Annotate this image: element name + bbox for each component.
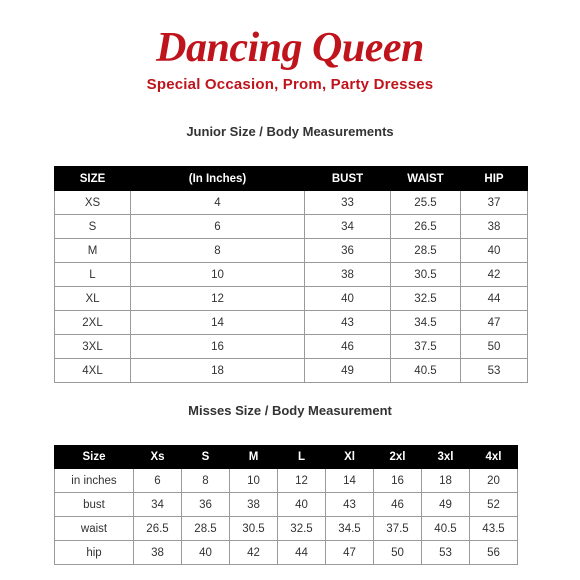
junior-table-cell: 38 bbox=[461, 215, 528, 239]
junior-table-cell: 4XL bbox=[55, 359, 131, 383]
misses-header-cell: S bbox=[182, 446, 230, 469]
junior-header-row bbox=[55, 167, 528, 191]
misses-table-cell: 6 bbox=[134, 469, 182, 493]
misses-table-cell: 34.5 bbox=[326, 517, 374, 541]
misses-table-cell: 8 bbox=[182, 469, 230, 493]
misses-header-cell: L bbox=[278, 446, 326, 469]
misses-table-row bbox=[55, 517, 518, 541]
misses-table-cell: 56 bbox=[470, 541, 518, 565]
misses-table-cell: 28.5 bbox=[182, 517, 230, 541]
misses-header-cell: 3xl bbox=[422, 446, 470, 469]
misses-table-cell: 43 bbox=[326, 493, 374, 517]
junior-size-table bbox=[54, 166, 528, 383]
junior-table-cell: 38 bbox=[305, 263, 391, 287]
junior-table-cell: 40 bbox=[461, 239, 528, 263]
junior-table-cell: 37.5 bbox=[391, 335, 461, 359]
junior-table-cell: 53 bbox=[461, 359, 528, 383]
misses-table-cell: 34 bbox=[134, 493, 182, 517]
junior-table-cell: 37 bbox=[461, 191, 528, 215]
misses-table-cell: 18 bbox=[422, 469, 470, 493]
misses-table-cell: in inches bbox=[55, 469, 134, 493]
junior-table-cell: 30.5 bbox=[391, 263, 461, 287]
misses-table-row bbox=[55, 493, 518, 517]
junior-table-cell: 47 bbox=[461, 311, 528, 335]
misses-header-cell: 2xl bbox=[374, 446, 422, 469]
junior-header-cell: SIZE bbox=[55, 167, 131, 191]
misses-table-cell: 12 bbox=[278, 469, 326, 493]
brand-tagline: Special Occasion, Prom, Party Dresses bbox=[146, 76, 434, 93]
junior-table-row bbox=[55, 359, 528, 383]
misses-table-cell: 32.5 bbox=[278, 517, 326, 541]
misses-table-cell: 44 bbox=[278, 541, 326, 565]
misses-table-cell: 40 bbox=[278, 493, 326, 517]
misses-table-cell: 47 bbox=[326, 541, 374, 565]
misses-table-cell: 40.5 bbox=[422, 517, 470, 541]
junior-table-cell: 44 bbox=[461, 287, 528, 311]
misses-size-title: Misses Size / Body Measurement bbox=[188, 403, 392, 418]
junior-table-cell: XL bbox=[55, 287, 131, 311]
junior-table-cell: 16 bbox=[131, 335, 305, 359]
junior-table-cell: 40 bbox=[305, 287, 391, 311]
junior-table-cell: 28.5 bbox=[391, 239, 461, 263]
junior-table-cell: S bbox=[55, 215, 131, 239]
junior-table-cell: 8 bbox=[131, 239, 305, 263]
junior-header-cell: (In Inches) bbox=[131, 167, 305, 191]
misses-table-cell: 38 bbox=[134, 541, 182, 565]
misses-table-cell: 52 bbox=[470, 493, 518, 517]
misses-table-cell: 37.5 bbox=[374, 517, 422, 541]
junior-table-cell: 12 bbox=[131, 287, 305, 311]
misses-size-table bbox=[54, 445, 518, 565]
misses-table-cell: 36 bbox=[182, 493, 230, 517]
misses-table-row bbox=[55, 469, 518, 493]
junior-table-cell: 34 bbox=[305, 215, 391, 239]
junior-table-cell: 4 bbox=[131, 191, 305, 215]
misses-table-cell: hip bbox=[55, 541, 134, 565]
misses-table-cell: 49 bbox=[422, 493, 470, 517]
junior-table-cell: 6 bbox=[131, 215, 305, 239]
junior-table-cell: 34.5 bbox=[391, 311, 461, 335]
misses-header-row bbox=[55, 446, 518, 469]
misses-table-cell: 14 bbox=[326, 469, 374, 493]
junior-table-cell: 43 bbox=[305, 311, 391, 335]
junior-table-cell: L bbox=[55, 263, 131, 287]
misses-table-cell: 16 bbox=[374, 469, 422, 493]
misses-table-cell: 10 bbox=[230, 469, 278, 493]
junior-table-row bbox=[55, 215, 528, 239]
junior-table-cell: 33 bbox=[305, 191, 391, 215]
misses-table-cell: 46 bbox=[374, 493, 422, 517]
junior-table-cell: 32.5 bbox=[391, 287, 461, 311]
misses-table-row bbox=[55, 541, 518, 565]
misses-header-cell: Size bbox=[55, 446, 134, 469]
junior-header-cell: WAIST bbox=[391, 167, 461, 191]
junior-table-cell: 46 bbox=[305, 335, 391, 359]
junior-table-cell: 3XL bbox=[55, 335, 131, 359]
junior-table-cell: 14 bbox=[131, 311, 305, 335]
junior-table-cell: 40.5 bbox=[391, 359, 461, 383]
misses-table-cell: 20 bbox=[470, 469, 518, 493]
misses-table-cell: 40 bbox=[182, 541, 230, 565]
junior-table-cell: 26.5 bbox=[391, 215, 461, 239]
junior-size-title: Junior Size / Body Measurements bbox=[186, 124, 394, 139]
misses-table-cell: 30.5 bbox=[230, 517, 278, 541]
junior-header-cell: BUST bbox=[305, 167, 391, 191]
misses-table-cell: 26.5 bbox=[134, 517, 182, 541]
misses-table-cell: 50 bbox=[374, 541, 422, 565]
junior-table-cell: M bbox=[55, 239, 131, 263]
brand-logo bbox=[0, 22, 580, 93]
junior-header-cell: HIP bbox=[461, 167, 528, 191]
misses-table-cell: waist bbox=[55, 517, 134, 541]
misses-table-cell: 43.5 bbox=[470, 517, 518, 541]
junior-table-cell: XS bbox=[55, 191, 131, 215]
junior-table-cell: 25.5 bbox=[391, 191, 461, 215]
misses-table-cell: 53 bbox=[422, 541, 470, 565]
junior-table-cell: 18 bbox=[131, 359, 305, 383]
junior-table-row bbox=[55, 239, 528, 263]
misses-header-cell: M bbox=[230, 446, 278, 469]
misses-header-cell: 4xl bbox=[470, 446, 518, 469]
junior-table-row bbox=[55, 335, 528, 359]
junior-table-row bbox=[55, 263, 528, 287]
brand-name: Dancing Queen bbox=[156, 25, 424, 71]
junior-table-cell: 49 bbox=[305, 359, 391, 383]
junior-table-cell: 42 bbox=[461, 263, 528, 287]
junior-table-row bbox=[55, 311, 528, 335]
misses-header-cell: Xs bbox=[134, 446, 182, 469]
junior-table-row bbox=[55, 287, 528, 311]
junior-table-row bbox=[55, 191, 528, 215]
misses-table-cell: 42 bbox=[230, 541, 278, 565]
misses-table-cell: 38 bbox=[230, 493, 278, 517]
junior-table-cell: 36 bbox=[305, 239, 391, 263]
junior-table-cell: 2XL bbox=[55, 311, 131, 335]
junior-table-cell: 50 bbox=[461, 335, 528, 359]
misses-table-cell: bust bbox=[55, 493, 134, 517]
junior-table-cell: 10 bbox=[131, 263, 305, 287]
misses-header-cell: Xl bbox=[326, 446, 374, 469]
